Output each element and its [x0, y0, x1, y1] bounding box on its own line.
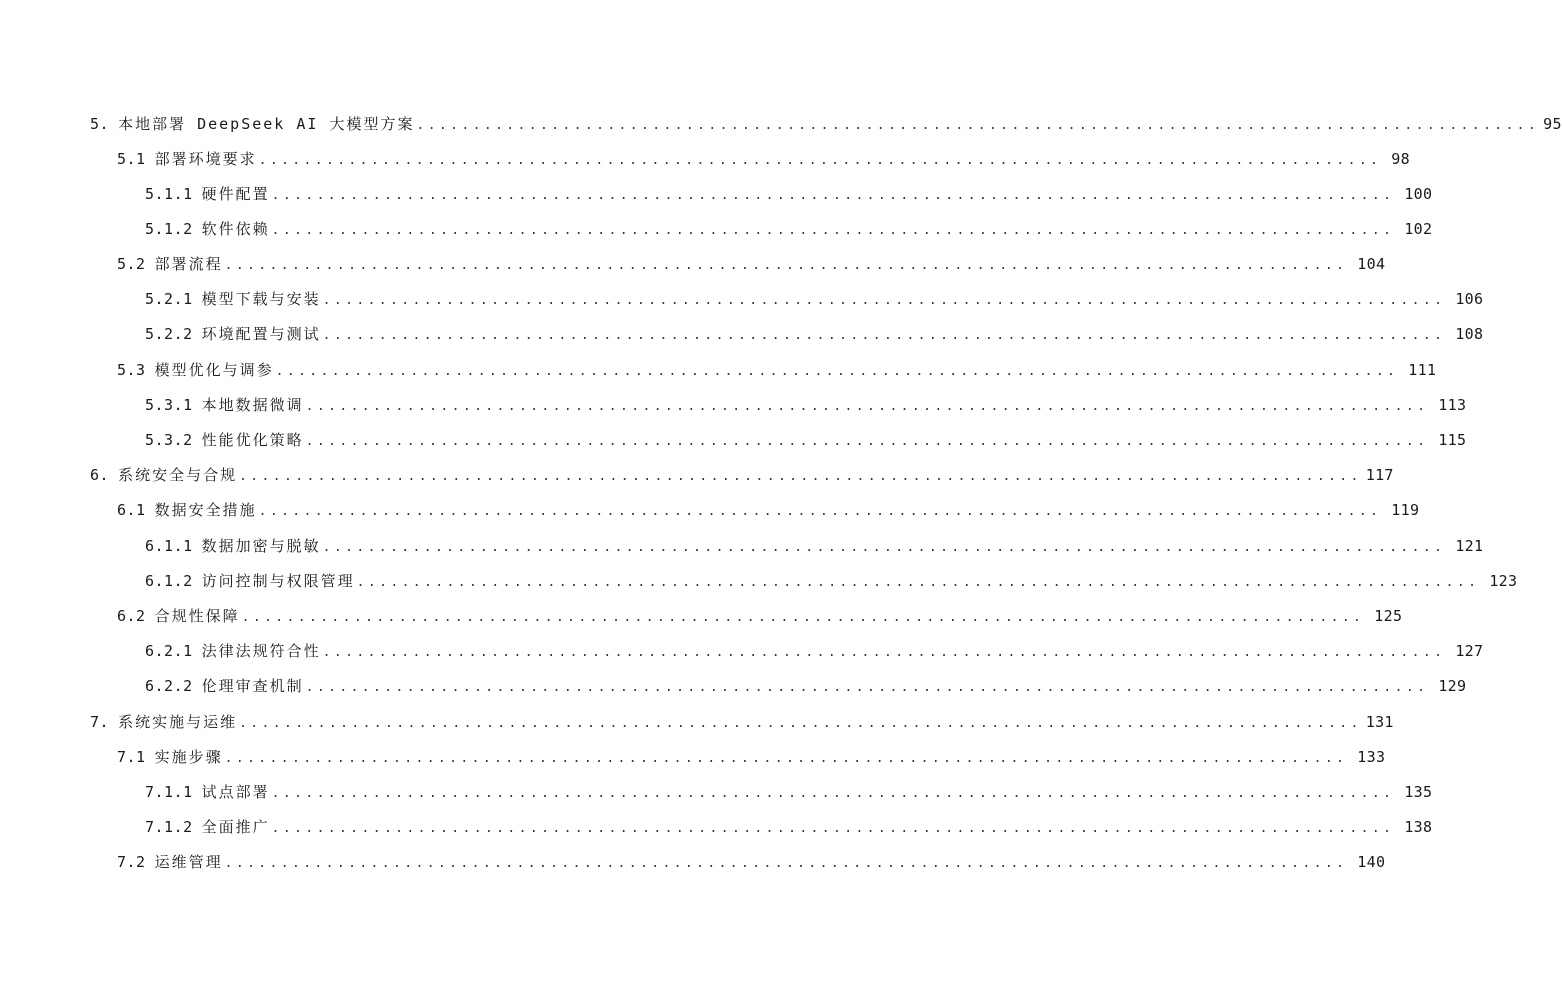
toc-entry-number: 6.2: [117, 607, 146, 625]
toc-entry-page: 127: [1455, 642, 1484, 660]
toc-entry-page: 138: [1404, 818, 1433, 836]
toc-entry-page: 140: [1357, 853, 1386, 871]
toc-entry-page: 106: [1455, 290, 1484, 308]
toc-entry-title: 合规性保障: [154, 607, 240, 625]
toc-dot-leader: ....................................................................................................: [305, 399, 1429, 414]
toc-entry-number: 5.3.1: [145, 396, 193, 414]
toc-entry-page: 121: [1455, 537, 1484, 555]
toc-entry-page: 133: [1357, 748, 1386, 766]
toc-dot-leader: ....................................................................................................: [239, 716, 1362, 731]
toc-entry-title: 软件依赖: [201, 220, 270, 238]
toc-entry-page: 135: [1404, 783, 1433, 801]
toc-dot-leader: ....................................................................................................: [322, 645, 1446, 660]
toc-dot-leader: ....................................................................................................: [239, 469, 1362, 484]
toc-entry-title: 环境配置与测试: [201, 325, 321, 343]
toc-entry-title: 数据安全措施: [154, 501, 257, 519]
toc-entry-number: 7.1: [117, 748, 146, 766]
toc-entry-page: 125: [1374, 607, 1403, 625]
toc-dot-leader: ....................................................................................................: [224, 258, 1348, 273]
toc-entry-number: 5.2: [117, 255, 146, 273]
toc-entry-title: 运维管理: [154, 853, 223, 871]
toc-entry[interactable]: [145, 288, 1484, 310]
toc-dot-leader: ....................................................................................................: [224, 856, 1348, 871]
toc-entry-number: 5.1: [117, 150, 146, 168]
toc-entry-title: 模型优化与调参: [154, 361, 274, 379]
toc-entry-title: 硬件配置: [201, 185, 270, 203]
toc-dot-leader: ....................................................................................................: [271, 821, 1395, 836]
toc-entry-number: 5.3: [117, 361, 146, 379]
toc-entry[interactable]: [145, 675, 1467, 697]
toc-dot-leader: ....................................................................................................: [258, 504, 1382, 519]
toc-entry-number: 5.2.2: [145, 325, 193, 343]
toc-dot-leader: ....................................................................................................: [224, 751, 1348, 766]
toc-dot-leader: ....................................................................................................: [416, 118, 1540, 133]
toc-dot-leader: ....................................................................................................: [258, 153, 1382, 168]
toc-entry[interactable]: [117, 605, 1403, 627]
toc-entry-title: 部署流程: [154, 255, 223, 273]
toc-entry[interactable]: [117, 253, 1386, 275]
toc-entry-number: 7.1.1: [145, 783, 193, 801]
toc-entry-page: 98: [1391, 150, 1410, 168]
toc-entry-page: 119: [1391, 501, 1420, 519]
toc-entry-page: 95: [1543, 115, 1562, 133]
toc-entry-page: 131: [1365, 713, 1394, 731]
toc-entry-number: 6.1.2: [145, 572, 193, 590]
toc-entry-page: 129: [1438, 677, 1467, 695]
toc-entry-number: 6.2.2: [145, 677, 193, 695]
toc-entry-number: 7.: [90, 713, 110, 731]
toc-entry[interactable]: [145, 640, 1484, 662]
toc-entry-number: 7.1.2: [145, 818, 193, 836]
toc-entry-title: 全面推广: [201, 818, 270, 836]
toc-entry-title: 系统实施与运维: [118, 713, 238, 731]
toc-entry[interactable]: [117, 746, 1386, 768]
toc-entry[interactable]: [145, 570, 1518, 592]
toc-entry-page: 100: [1404, 185, 1433, 203]
toc-entry-page: 123: [1489, 572, 1518, 590]
toc-entry-title: 本地部署 DeepSeek AI 大模型方案: [118, 115, 415, 133]
toc-entry-number: 5.1.1: [145, 185, 193, 203]
toc-entry-title: 本地数据微调: [201, 396, 304, 414]
toc-dot-leader: ....................................................................................................: [305, 434, 1429, 449]
toc-entry-page: 117: [1365, 466, 1394, 484]
toc-entry-title: 性能优化策略: [201, 431, 304, 449]
toc-entry[interactable]: [145, 816, 1433, 838]
toc-entry-page: 108: [1455, 325, 1484, 343]
toc-entry[interactable]: [145, 323, 1484, 345]
toc-entry-page: 115: [1438, 431, 1467, 449]
toc-dot-leader: ....................................................................................................: [322, 540, 1446, 555]
toc-entry[interactable]: [117, 148, 1410, 170]
toc-entry[interactable]: [145, 781, 1433, 803]
toc-entry-page: 104: [1357, 255, 1386, 273]
toc-entry-number: 5.: [90, 115, 110, 133]
toc-entry[interactable]: [90, 711, 1394, 733]
toc-entry[interactable]: [117, 499, 1420, 521]
toc-dot-leader: ....................................................................................................: [241, 610, 1365, 625]
toc-entry-number: 6.: [90, 466, 110, 484]
toc-entry-title: 系统安全与合规: [118, 466, 238, 484]
toc-dot-leader: ....................................................................................................: [271, 786, 1395, 801]
toc-dot-leader: ....................................................................................................: [271, 223, 1395, 238]
toc-entry-number: 5.3.2: [145, 431, 193, 449]
toc-entry-title: 实施步骤: [154, 748, 223, 766]
toc-entry-title: 数据加密与脱敏: [201, 537, 321, 555]
toc-entry-title: 伦理审查机制: [201, 677, 304, 695]
toc-entry-title: 法律法规符合性: [201, 642, 321, 660]
toc-dot-leader: ....................................................................................................: [271, 188, 1395, 203]
toc-entry-number: 7.2: [117, 853, 146, 871]
toc-dot-leader: ....................................................................................................: [322, 293, 1446, 308]
toc-entry-number: 6.1.1: [145, 537, 193, 555]
toc-entry-page: 113: [1438, 396, 1467, 414]
toc-entry[interactable]: [145, 394, 1467, 416]
toc-entry[interactable]: [145, 535, 1484, 557]
toc-dot-leader: ....................................................................................................: [356, 575, 1480, 590]
toc-entry-page: 111: [1408, 361, 1437, 379]
toc-entry-page: 102: [1404, 220, 1433, 238]
toc-entry-number: 6.1: [117, 501, 146, 519]
toc-entry-title: 访问控制与权限管理: [201, 572, 355, 590]
toc-entry[interactable]: [90, 113, 1562, 135]
toc-entry-title: 模型下载与安装: [201, 290, 321, 308]
toc-entry-number: 5.2.1: [145, 290, 193, 308]
toc-entry[interactable]: [145, 429, 1467, 451]
toc-entry[interactable]: [145, 183, 1433, 205]
toc-entry[interactable]: [117, 359, 1437, 381]
toc-entry-number: 6.2.1: [145, 642, 193, 660]
toc-entry[interactable]: [117, 851, 1386, 873]
toc-dot-leader: ....................................................................................................: [322, 328, 1446, 343]
toc-entry[interactable]: [145, 218, 1433, 240]
toc-entry[interactable]: [90, 464, 1394, 486]
toc-entry-title: 部署环境要求: [154, 150, 257, 168]
toc-dot-leader: ....................................................................................................: [275, 364, 1399, 379]
toc-dot-leader: ....................................................................................................: [305, 680, 1429, 695]
toc-entry-number: 5.1.2: [145, 220, 193, 238]
toc-entry-title: 试点部署: [201, 783, 270, 801]
